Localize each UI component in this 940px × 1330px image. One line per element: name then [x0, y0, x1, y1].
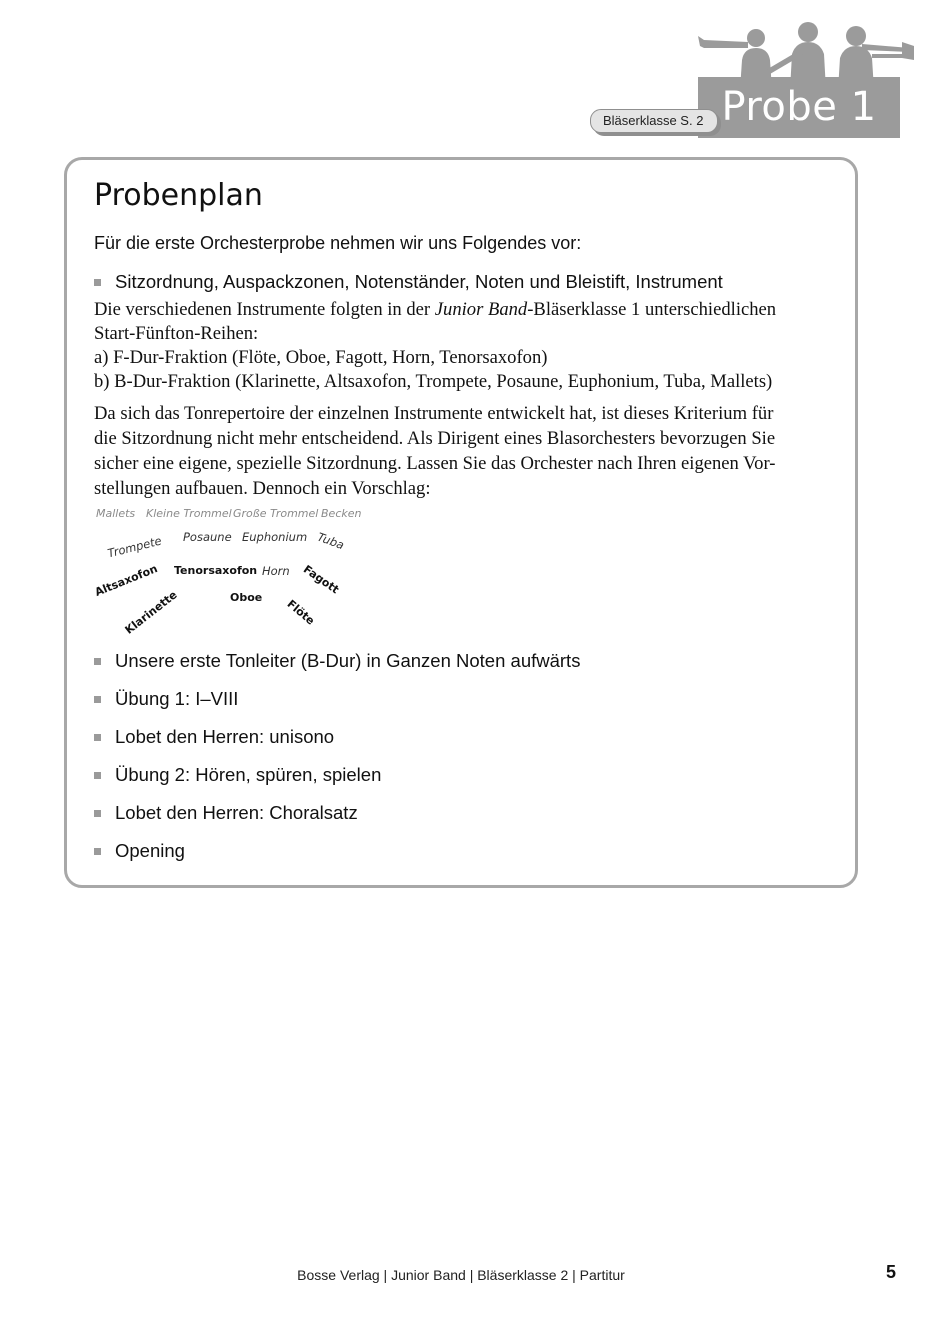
seat-altsaxofon: Altsaxofon	[92, 562, 160, 599]
emphasis-text: Junior Band	[434, 299, 528, 320]
list-item-text: Lobet den Herren: unisono	[115, 726, 335, 747]
seat-euphonium: Euphonium	[242, 530, 308, 544]
seat-becken: Becken	[321, 507, 362, 520]
bullet-square-icon	[94, 734, 101, 741]
seat-mallets: Mallets	[96, 507, 136, 520]
list-item	[94, 764, 381, 786]
paragraph-line: Start-Fünfton-Reihen:	[94, 323, 259, 344]
paragraph-line: b) B-Dur-Fraktion (Klarinette, Altsaxofon, Trompete, Posaune, Euphonium, Tuba, Mallets)	[94, 371, 773, 392]
bullet-square-icon	[94, 848, 101, 855]
list-item	[94, 271, 723, 293]
list-item-text: Sitzordnung, Auspackzonen, Notenständer, Noten und Bleistift, Instrument	[115, 271, 723, 292]
seat-posaune: Posaune	[183, 530, 232, 544]
seat-fagott: Fagott	[300, 562, 342, 597]
page-title: Probenplan	[94, 178, 263, 213]
list-item-text: Opening	[115, 840, 185, 861]
paragraph-text: Die verschiedenen Instrumente folgten in der	[94, 299, 435, 320]
seat-kleine-trommel: Kleine Trommel	[146, 507, 232, 520]
seat-floete: Flöte	[284, 597, 318, 628]
bullet-square-icon	[94, 279, 101, 286]
paragraph-line: Da sich das Tonrepertoire der einzelnen Instrumente entwickelt hat, ist dieses Kriterium für	[94, 403, 774, 424]
page-number: 5	[886, 1262, 897, 1282]
seating-paragraph	[94, 401, 824, 501]
list-item-text: Übung 2: Hören, spüren, spielen	[115, 764, 382, 785]
fraction-paragraph	[94, 298, 824, 394]
seat-tuba: Tuba	[315, 529, 347, 553]
bullet-square-icon	[94, 696, 101, 703]
paragraph-line: stellungen aufbauen. Dennoch ein Vorschlag:	[94, 478, 431, 499]
seat-grosse-trommel: Große Trommel	[233, 507, 319, 520]
seat-trompete: Trompete	[106, 533, 163, 561]
bullet-square-icon	[94, 810, 101, 817]
list-item	[94, 726, 334, 748]
paragraph-text: -Bläserklasse 1 unterschiedlichen	[527, 299, 777, 320]
footer-text: Bosse Verlag | Junior Band | Bläserklasse 2 | Partitur	[297, 1267, 625, 1283]
bullet-square-icon	[94, 658, 101, 665]
paragraph-line: sicher eine eigene, spezielle Sitzordnung. Lassen Sie das Orchester nach Ihren eigenen Vor-	[94, 453, 776, 474]
seat-oboe: Oboe	[230, 591, 263, 604]
seat-horn: Horn	[262, 564, 290, 578]
list-item	[94, 688, 238, 710]
list-item	[94, 802, 358, 824]
list-item	[94, 840, 185, 862]
list-item	[94, 650, 580, 672]
paragraph-line: die Sitzordnung nicht mehr entscheidend. Als Dirigent eines Blasorchesters bevorzugen Sie	[94, 428, 776, 449]
bullet-square-icon	[94, 772, 101, 779]
seat-klarinette: Klarinette	[122, 588, 180, 637]
list-item-text: Lobet den Herren: Choralsatz	[115, 802, 358, 823]
seat-tenorsaxofon: Tenorsaxofon	[174, 564, 258, 577]
intro-text: Für die erste Orchesterprobe nehmen wir uns Folgendes vor:	[94, 233, 582, 253]
list-item-text: Übung 1: I–VIII	[115, 688, 239, 709]
list-item-text: Unsere erste Tonleiter (B-Dur) in Ganzen Noten aufwärts	[115, 650, 581, 671]
paragraph-line: a) F-Dur-Fraktion (Flöte, Oboe, Fagott, Horn, Tenorsaxofon)	[94, 347, 548, 368]
reference-tab: Bläserklasse S. 2	[590, 109, 718, 133]
probe-title-box: Probe 1	[698, 77, 900, 138]
